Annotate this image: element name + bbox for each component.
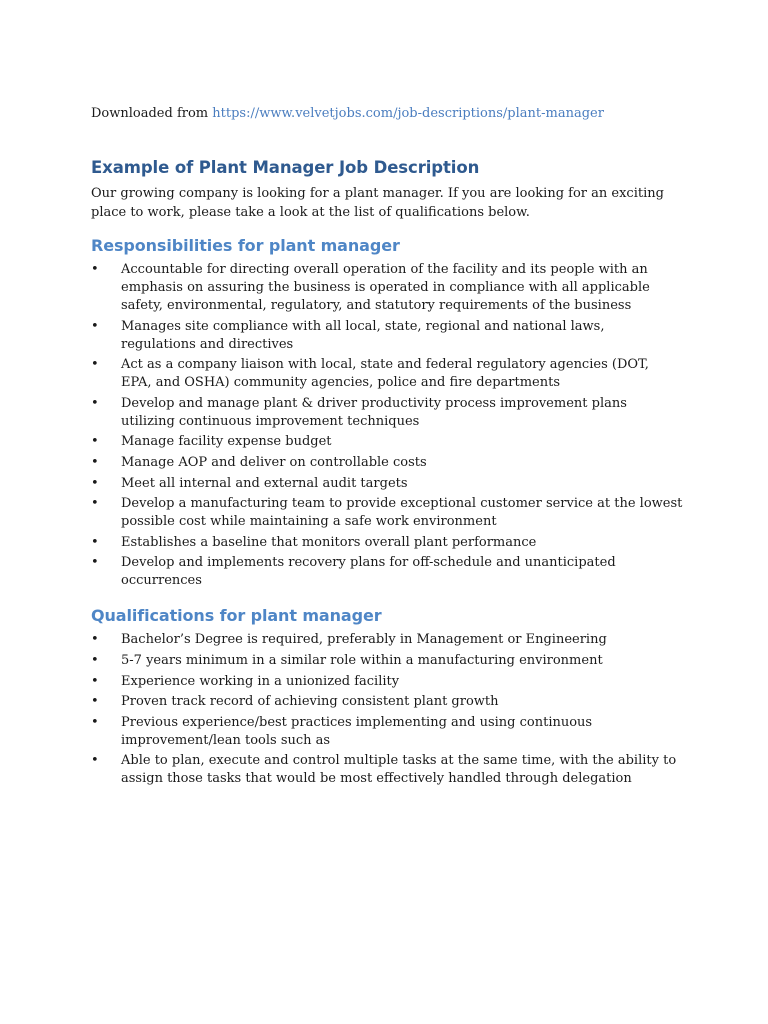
list-item-text: Establishes a baseline that monitors overall plant performance (121, 534, 537, 550)
list-item (91, 356, 683, 392)
source-url-link[interactable]: https://www.velvetjobs.com/job-descriptions/plant-manager (212, 106, 604, 121)
list-item (91, 395, 683, 431)
list-item (91, 534, 683, 552)
list-item-text: Develop and implements recovery plans for off-schedule and unanticipated occurrences (121, 555, 616, 589)
list-item (91, 652, 683, 670)
list-item-text: Previous experience/best practices implementing and using continuous improvement/lean tools such as (121, 714, 593, 748)
list-item-text: Develop and manage plant & driver productivity process improvement plans utilizing continuous improvement techniques (121, 395, 627, 429)
list-item-text: Meet all internal and external audit targets (121, 475, 408, 491)
document-title: Example of Plant Manager Job Description (91, 158, 480, 177)
bullet-icon: • (91, 652, 99, 668)
list-item-text: Accountable for directing overall operation of the facility and its people with an emphasis on assuring the business is operated in compliance with all applicable safety, environmental, regulatory, and statutory requirements of the business (121, 262, 650, 313)
document-page (91, 104, 683, 791)
list-item (91, 475, 683, 493)
bullet-icon: • (91, 694, 99, 710)
qualifications-list (91, 631, 683, 788)
bullet-icon: • (91, 632, 99, 648)
list-item-text: Bachelor’s Degree is required, preferably in Management or Engineering (121, 632, 607, 648)
bullet-icon: • (91, 262, 99, 277)
bullet-icon: • (91, 475, 99, 491)
list-item (91, 631, 683, 649)
responsibilities-list (91, 261, 683, 590)
list-item-text: Manages site compliance with all local, state, regional and national laws, regulations and directives (121, 318, 605, 352)
list-item-text: Manage facility expense budget (121, 434, 332, 450)
bullet-icon: • (91, 454, 99, 470)
list-item (91, 261, 683, 315)
list-item-text: Act as a company liaison with local, state and federal regulatory agencies (DOT, EPA, and OSHA) community agencies, police and fire departments (121, 357, 649, 391)
qualifications-heading: Qualifications for plant manager (91, 606, 382, 626)
intro-paragraph: Our growing company is looking for a plant manager. If you are looking for an exciting place to work, please take a look at the list of qualifications below. (91, 186, 664, 220)
bullet-icon: • (91, 357, 99, 373)
responsibilities-heading: Responsibilities for plant manager (91, 236, 400, 255)
bullet-icon: • (91, 753, 99, 769)
bullet-icon: • (91, 395, 99, 411)
list-item (91, 752, 683, 788)
bullet-icon: • (91, 318, 99, 334)
bullet-icon: • (91, 673, 99, 689)
list-item (91, 495, 683, 531)
bullet-icon: • (91, 534, 99, 550)
source-line (91, 104, 683, 123)
bullet-icon: • (91, 434, 99, 450)
list-item-text: Able to plan, execute and control multiple tasks at the same time, with the ability to assign those tasks that would be most effectively handled through delegation (121, 753, 677, 787)
list-item (91, 318, 683, 354)
list-item (91, 714, 683, 750)
list-item (91, 554, 683, 590)
bullet-icon: • (91, 555, 99, 571)
source-prefix: Downloaded from (91, 106, 213, 121)
list-item-text: 5-7 years minimum in a similar role within a manufacturing environment (121, 652, 603, 668)
list-item (91, 693, 683, 711)
bullet-icon: • (91, 714, 99, 730)
list-item-text: Proven track record of achieving consistent plant growth (121, 694, 499, 710)
list-item (91, 673, 683, 691)
list-item-text: Experience working in a unionized facility (121, 673, 400, 689)
list-item (91, 433, 683, 451)
bullet-icon: • (91, 496, 99, 512)
list-item-text: Develop a manufacturing team to provide exceptional customer service at the lowest possible cost while maintaining a safe work environment (121, 496, 683, 530)
list-item-text: Manage AOP and deliver on controllable costs (121, 454, 427, 470)
list-item (91, 454, 683, 472)
